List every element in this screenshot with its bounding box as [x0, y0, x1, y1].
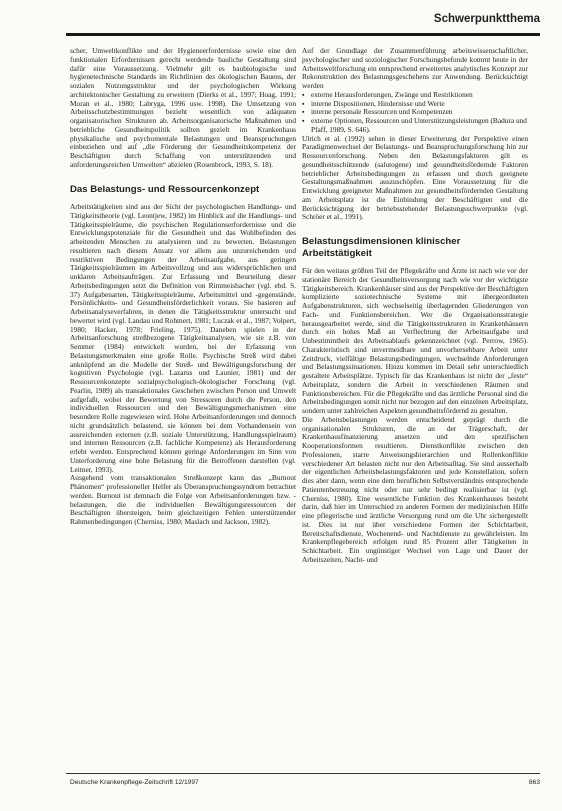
section-label: Schwerpunktthema: [433, 13, 540, 25]
right-paragraph-2: Ulrich et al. (1992) sehen in dieser Erweiterung der Perspektive einen Paradigmenwechsel der Belastungs- und Beanspruchungsforschung hin zur Ressourcenforschung. Neben den Belastungsfaktoren gilt es gesundheitsschützende (salutogene) und gesundheitsfördernde Faktoren betrieblicher Arbeitsbedingungen zu erfassen und durch geeignete Gestaltungsmaßnahmen auszuschöpfen. Eine Voraussetzung für die Entwicklung geeigneter Maßnahmen zur gesundheitsfördernden Gestaltung am Arbeitsplatz ist die Einbindung der Beschäftigten und die Berücksichtigung der betriebsstehender Belastungsschwerpunkte (vgl. Schröer et al., 1991).: [302, 133, 528, 222]
left-paragraph-2: Arbeitstätigkeiten sind aus der Sicht der psychologischen Handlungs- und Tätigkeitstheorie (vgl. Leontjew, 1982) im Hinblick auf die Handlungs- und Tätigkeitsspielräume, die psychischen Regulationserfordernisse und die Entwicklungspotenziale für die Gesundheit und das Wohlbefinden des arbeitenden Menschen zu analysieren und zu bewerten. Belastungen resultieren nach diesem Ansatz vor allem aus unzureichenden und restriktiven Bedingungen der Arbeitsaufgabe, aus geringen Tätigkeitsspielräumen im Arbeitsvollzug und aus widersprüchlichen und unklaren Arbeitsaufträgen. Zur Erfassung und Beurteilung dieser Arbeitsbedingungen setzt die Definition von Rimmeisbacher (vgl. ebd. S. 37) Aufgabenarten, Tätigkeitsspielräume, Arbeitsmittel und -gegenstände, Persönlichkeits- und Gesundheitsförderlichkeit voraus. Sie basieren auf Arbeitsanalyseverfahren, in denen die Tätigkeitsstruktur untersucht und bewertet wird (vgl. Landau und Rohmert, 1981; Luczak et al., 1987; Volpert, 1980; Hacker, 1978; Frieling, 1975). Daneben spielen in der Arbeitsanforschung streßbezogene Tätigkeitsanalysen, wie sie z.B. von Semmer (1984) entwickelt wurden, bei der Erfassung von Belastungsmerkmalen eine große Rolle. Psychische Streß wird dabei anknüpfend an die Modelle der Streß- und Bewältigungsforschung der kognitiven Psychologie (vgl. Lazarus und Launier, 1981) und der Ressourcenkonzepte sozialpsychologisch-ökologischer Forschung (vgl. Pearlin, 1989) als transaktionales Geschehen zwischen Person und Umwelt aufgefaßt, wobei der Bewertung von Stressoren durch die Person, den individuellen Ressourcen und den Bewältigungsmechanismen eine besondere Rolle zugewiesen wird. Hohe Arbeitsanforderungen und dennoch nicht grundsätzlich belastend, sie können bei dem Vorhandensein von ausreichenden externen (z.B. soziale Unterstützung, Handlungsspielraum) und internen Ressourcen (z.B. fachliche Kompetenz) als Herausforderung erlebt werden. Entsprechend können geringe Anforderungen im Sinn von Unterforderung eine hohe Belastung für die Betroffenen darstellen (vgl. Leitner, 1993).: [70, 202, 296, 474]
left-paragraph-3: Ausgehend vom transaktionalen Streßkonzept kann das „Burnout Phänomen“ professioneller Helfer als Überanspruchungssyndrom betrachtet werden. Burnout ist demnach die Folge von Arbeitsanforderungen bzw. -belastungen, die die individuellen Bewältigungsressourcen der Beschäftigten übersteigen, beim gleichzeitigen Fehlen unterstützender Rahmenbedingungen (Cherniss, 1980; Maslach und Jackson, 1982).: [70, 473, 296, 526]
right-column: [302, 47, 528, 565]
header-rule: [66, 33, 540, 36]
heading-belastungskonzept: Das Belastungs- und Ressourcenkonzept: [70, 183, 260, 195]
right-paragraph-4: Die Arbeitsbelastungen werden entscheidend geprägt durch die organisationalen Strukturen, die an der Trägerschaft, der Krankenhausfinanzierung ansetzen und den spezifischen Kooperationsformen resultieren. Dienstkonflikte zwischen den Professionen, starre Anweisungshierarchien und Rollenkonflikte verschiedener Art belasten nicht nur den Arbeitsalltag. Sie sind ausserhalb der eigentlichen Arbeitsbelastungsfaktoren und jede Konstellation, sofern dies aber dann, wenn eine dem beruflichen Selbstverständnis entsprechende Patientenbetreuung nicht oder nur sehr bedingt realisierbar ist (vgl. Cherniss, 1980). Eine wesentliche Funktion des Krankenhauses besteht darin, daß hier im Unterschied zu anderen Formen der medizinischen Hilfe eine pflegerische und ärztliche Versorgung rund um die Uhr sichergestellt ist. Dies ist nur über verschiedene Formen der Schichtarbeit, Bereitschaftsdienste, Wochenend- und Nachtdienste zu gewährleisten. Im Krankenpflegebereich erfolgen rund 85 Prozent aller Tätigkeiten in Schichtarbeit. Ein ungünstiger Wechsel von Lage und Dauer der Arbeitszeiten, Nacht- und: [302, 414, 528, 564]
footer-journal: Deutsche Krankenpflege-Zeitschrift 12/1997: [70, 779, 199, 786]
right-paragraph-3: Für den weitaus größten Teil der Pflegekräfte und Ärzte ist nach wie vor der stationäre Bereich der Gesundheitsversorgung nach wie vor der wichtigste Tätigkeitsbereich. Krankenhäuser sind aus der Perspektive der Beschäftigten komplizierte soziotechnische Systeme mit übergeordneten Aufgabenstrukturen, sich wechselseitig überlagernden Gliederungen von Fach- und Funktionsbereichen. Wer die Organisationsstrategie herausgearbeitet werde, sind die Tätigkeitsstrukturen in Krankenhäusern durch ein hohes Maß an Verflechtung der Arbeitsaufgabe und Unbestimmtheit des Arbeitsablaufs gekennzeichnet (vgl. Perrow, 1965). Charakteristisch sind unvermeidbare und unvorhersehbare Arbeit unter Zeitdruck, vielfältige Belastungsbedingungen, wechselnde Anforderungen und Belastungssituationen. Hinzu kommen im Detail sehr unterschiedlich gestaltete Arbeitsplätze. Typisch für das Krankenhaus ist nicht der „feste“ Arbeitsplatz, sondern die Arbeit in verschiedenen Räumen und Funktionsbereichen. Für die Pflegekräfte und das ärztliche Personal sind die Arbeitsbedingungen somit nicht nur bezogen auf den einzelnen Arbeitsplatz, sondern unter zahlreichen Aspekten gesundheitsfördernd zu gestalten.: [302, 266, 528, 415]
right-paragraph-1: Auf der Grundlage der Zusammenführung arbeitswissenschaftlicher, psychologischer und soziologischer Forschungsbefunde kommt heute in der Arbeitsweltforschung ein entsprechend erweitertes analytisches Konzept zur Rekonstruktion des Belastungsgeschehens zur Anwendung. Berücksichtigt werden: [302, 46, 528, 90]
heading-belastungsdimensionen: Belastungsdimensionen klinischer Arbeitstätigkeit: [302, 236, 461, 259]
bullet-item: ▪ externe Optionen, Ressourcen und Unterstützungsleistungen (Badura und Pfaff, 1989, S. 646).: [302, 117, 528, 135]
left-paragraph-1: scher, Umweltkonflikte und der Hygieneerfordernisse sowie eine den funktionalen Erfordernissen gerecht werdende bauliche Gestaltung sind dafür eine Voraussetzung. Vielmehr gilt es baubiologische und hygienetechnische Standards im Richtlinien des ökologischen Bauens, der sozialen Nutzungsstruktur und der psychologischen Wirkung architektonischer Gestaltung zu erweitern (Dierks et al., 1997; Hoag, 1991; Moran et al., 1980; Labryga, 1996 usw. 1998). Die Umsetzung von Arbeitsschutzbestimmungen bezieht wesentlich von adäquaten organisatorischen Strukturen ab. Arbeitsorganisatorische Maßnahmen und betriebliche Gesundheitspolitik sollten gezielt im Krankenhaus physikalische und psychomentale Belastungen und Beanspruchungen einbeziehen und auf „die Förderung der Gesundheitskompetenz der Beschäftigten durch Schaffung von unterstützenden und anforderungsreichen Umwelten“ abzielen (Rosenbrock, 1993, S. 18).: [70, 46, 296, 169]
left-column: [70, 47, 296, 527]
footer-rule: [66, 773, 540, 774]
bullet-list: [302, 91, 528, 135]
page-number: 863: [528, 779, 540, 786]
bullet-item: ▪ interne personale Ressourcen und Kompetenzen: [302, 108, 528, 117]
bullet-item: ▪ interne Dispositionen, Hindernisse und Werte: [302, 100, 528, 109]
bullet-item: ▪ externe Herausforderungen, Zwänge und Restriktionen: [302, 91, 528, 100]
